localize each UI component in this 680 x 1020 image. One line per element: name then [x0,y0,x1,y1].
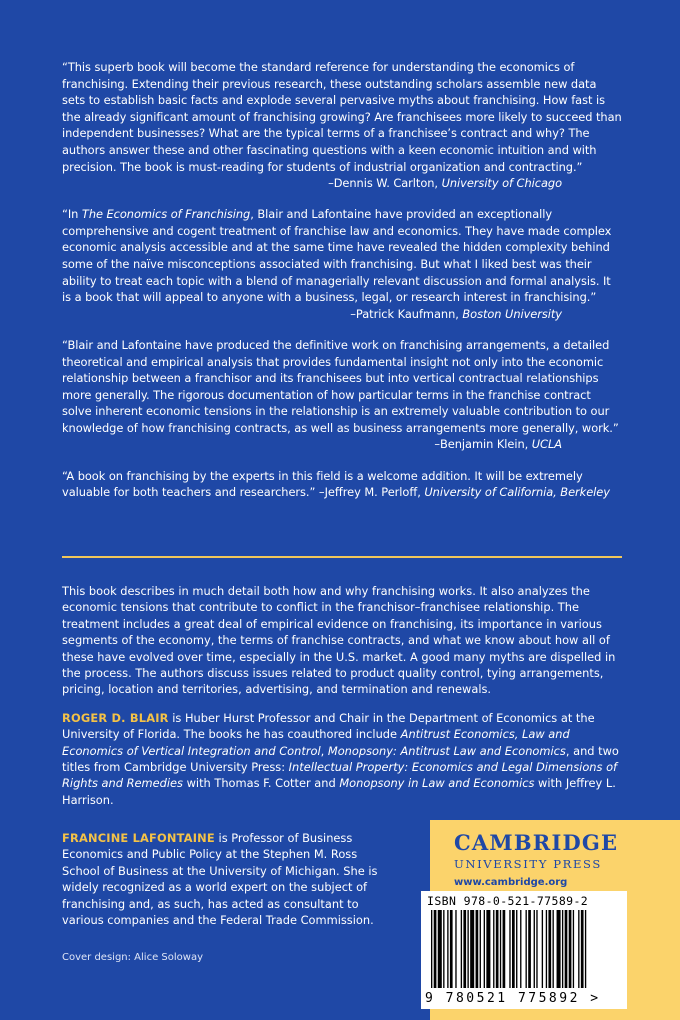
quote-text: , Blair and Lafontaine have provided an exceptionally comprehensive and cogent treatment of franchise law and economics. They have made complex economic analysis accessible and at the same time have revealed the hidden complexity behind some of the naïve misconceptions associated with franchising. But what I liked best was their ability to treat each topic with a blend of managerially relevant discussion and formal analysis. It is a book that will appeal to anyone with a business, legal, or research interest in franchising.” [62,207,612,305]
quote-affiliation: UCLA [531,437,562,452]
barcode-bar [534,910,535,988]
barcode-bar [573,910,574,988]
quote-attribution: –Jeffrey M. Perloff, University of California, Berkeley [315,485,610,500]
book-title: Intellectual Property: Economics and Legal Dimensions of Rights and Remedies [62,760,618,791]
barcode-bar [520,910,521,988]
publisher-name: CAMBRIDGE [454,830,619,855]
book-description [62,583,622,820]
barcode-bar [516,910,517,988]
publisher-url: www.cambridge.org [454,877,568,888]
barcode-bar [476,910,479,988]
barcode-bar [578,910,579,988]
quote-attribution: –Benjamin Klein, UCLA [434,437,562,452]
barcode-bar [536,910,537,988]
barcode-bar [562,910,563,988]
barcode-bar [484,910,485,988]
barcode-bar [467,910,468,988]
barcode-bar [500,910,501,988]
barcode-bar [581,910,584,988]
barcode-bar [486,910,490,988]
barcode-bar [542,910,543,988]
barcode-bar [569,910,572,988]
barcode-digits: 9 780521 775892 > [425,991,601,1006]
barcode-bar [565,910,568,988]
barcode-bar [546,910,547,988]
barcode-bar [438,910,442,988]
barcode-bar [431,910,432,988]
endorsement-klein [62,337,622,453]
barcode-bar [496,910,499,988]
barcode-bar [553,910,554,988]
barcode-bar [434,910,437,988]
author-bio-lafontaine: FRANCINE LAFONTAINE is Professor of Business Economics and Public Policy at the Stephen M. Ross School of Business at the University of Michigan. She is widely recognized as a world expert on the subject of franchising and, as such, has acted as consultant to various companies and the Federal Trade Commission. [62,831,378,928]
quote-text: “This superb book will become the standard reference for understanding the economics of franchising. Extending their previous research, these outstanding scholars assemble new data sets to establish basic facts and explode several pervasive myths about franchising. How fast is the already significant amount of franchising growing? Are franchisees more likely to succeed than independent businesses? What are the typical terms of a franchisee’s contract and why? The authors answer these and other fascinating questions with a keen economic intuition and with precision. The book is must-reading for students of industrial organization and contracting.” [62,60,622,174]
quote-text: “A book on franchising by the experts in this field is a welcome addition. It will be extremely valuable for both teachers and researchers.” [62,468,583,500]
publisher-subtitle: UNIVERSITY PRESS [454,857,602,871]
barcode-bar [528,910,531,988]
cover-credit: Cover design: Alice Soloway [62,952,203,963]
author-bio-blair: ROGER D. BLAIR is Huber Hurst Professor and Chair in the Department of Economics at the University of Florida. The books he has coauthored include Antitrust Economics, Law and Economics of Vertical Integration and Control, Monopsony: Antitrust Law and Economics, and two titles from Cambridge University Press: Intellectual Property: Economics and Legal Dimensions of Rights and Remedies with Thomas F. Cotter and Monopsony in Law and Economics with Jeffrey L. Harrison. [62,710,619,807]
barcode-bar [480,910,481,988]
endorsement-carlton [62,59,622,192]
section-divider [62,556,622,558]
barcode-bar [450,910,453,988]
barcode-icon [425,910,623,990]
description-text: This book describes in much detail both how and why franchising works. It also analyzes the economic tensions that contribute to conflict in the franchisor–franchisee relationship. The treatment includes a great deal of empirical evidence on franchising, its importance in various segments of the economy, the terms of franchise contracts, and what we know about how all of these have evolved over time, especially in the U.S. market. A good many myths are dispelled in the process. The authors discuss issues related to product quality control, tying arrangements, pricing, location and territories, advertising, and termination and renewals. [62,584,616,697]
endorsement-perloff [62,468,622,501]
barcode-bar [470,910,474,988]
barcode-bar [463,910,466,988]
barcode-bar [447,910,448,988]
barcode-area [421,891,627,1009]
author-name: FRANCINE LAFONTAINE [62,831,215,845]
barcode-bar [557,910,561,988]
barcode-bar [493,910,494,988]
book-title: Monopsony: Antitrust Law and Economics [327,743,566,758]
barcode-bar [509,910,510,988]
quote-text: “Blair and Lafontaine have produced the definitive work on franchising arrangements, a detailed theoretical and empirical analysis that provides fundamental insight not only into the economic relationship between a franchisor and its franchisees but into vertical contractual relationships more generally. The rigorous documentation of how particular terms in the franchise contract solve inherent economic tensions in the relationship is an extremely valuable contribution to our knowledge of how franchising contracts, as well as business arrangements more generally, work.” [62,337,619,435]
isbn-label: ISBN 978-0-521-77589-2 [427,894,589,908]
endorsement-kaufmann: “In The Economics of Franchising, Blair and Lafontaine have provided an exceptionally comprehensive and cogent treatment of franchise law and economics. They have made complex economic analysis accessible and at the same time have revealed the hidden complexity behind some of the naïve misconceptions associated with franchising. But what I liked best was their ability to treat each topic with a blend of managerially relevant discussion and formal analysis. It is a book that will appeal to anyone with a business, legal, or research interest in franchising.” –Patrick Kaufmann, Boston University [62,206,622,322]
quote-attribution: –Patrick Kaufmann, Boston University [350,306,562,321]
quote-attribution: –Dennis W. Carlton, University of Chicago [328,176,562,191]
barcode-bar [548,910,551,988]
book-title: Antitrust Economics, Law and Economics of Vertical Integration and Control [62,727,570,758]
quote-affiliation: University of California, Berkeley [424,485,610,500]
barcode-bar [526,910,527,988]
book-title: The Economics of Franchising [81,207,251,222]
author-name: ROGER D. BLAIR [62,710,169,725]
quote-affiliation: University of Chicago [441,176,562,191]
barcode-bar [503,910,506,988]
barcode-bar [512,910,515,988]
barcode-bar [443,910,444,988]
quote-affiliation: Boston University [462,306,562,321]
barcode-bar [585,910,586,988]
book-title: Monopsony in Law and Economics [339,776,535,791]
barcode-bar [461,910,462,988]
endorsements [62,59,622,515]
barcode-bar [455,910,456,988]
